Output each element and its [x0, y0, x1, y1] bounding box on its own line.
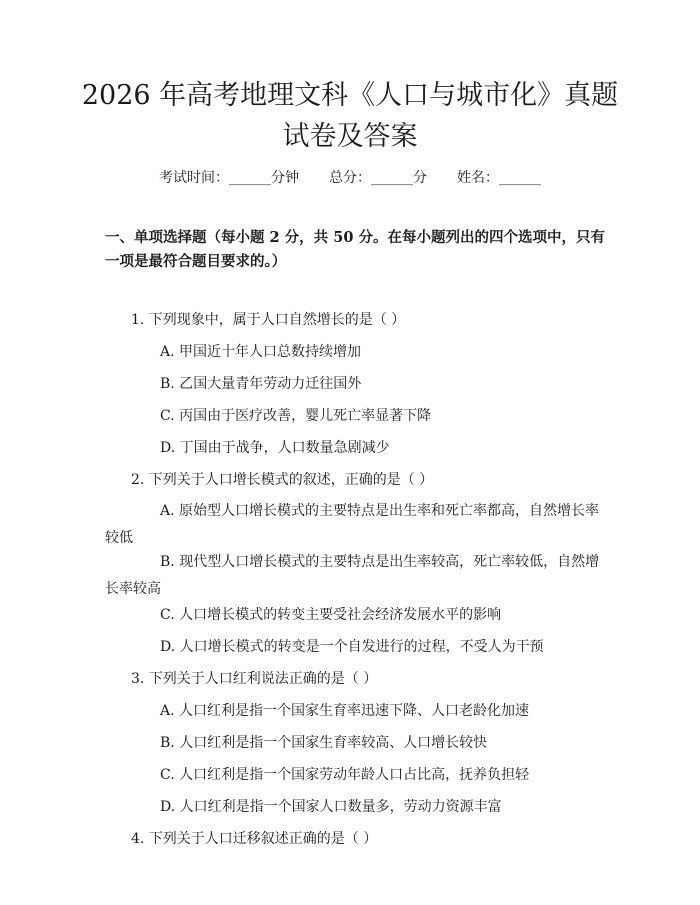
question-option: D. 人口红利是指一个国家人口数量多，劳动力资源丰富	[160, 799, 502, 815]
question-stem: 4. 下列关于人口迁移叙述正确的是（ ）	[131, 831, 378, 847]
exam-time-field: 考试时间：______分钟	[159, 170, 299, 186]
question-option: A. 人口红利是指一个国家生育率迅速下降、人口老龄化加速	[160, 703, 530, 719]
question-option: B. 现代型人口增长模式的主要特点是出生率较高，死亡率较低，自然增长率较高	[105, 554, 600, 597]
question-stem: 2. 下列关于人口增长模式的叙述，正确的是（ ）	[131, 472, 434, 488]
question-stem: 3. 下列关于人口红利说法正确的是（ ）	[131, 671, 378, 687]
student-name-field: 姓名：______	[457, 170, 541, 186]
page-title-line2: 试卷及答案	[282, 121, 418, 152]
question-option: D. 人口增长模式的转变是一个自发进行的过程，不受人为干预	[160, 639, 544, 655]
question-option: B. 乙国大量青年劳动力迁往国外	[160, 376, 362, 392]
question-option: D. 丁国由于战争，人口数量急剧减少	[160, 440, 390, 456]
page-title: 2026 年高考地理文科《人口与城市化》真题	[81, 80, 619, 111]
exam-meta	[0, 166, 700, 190]
question-option: C. 人口增长模式的转变主要受社会经济发展水平的影响	[160, 607, 502, 623]
question-option: C. 人口红利是指一个国家劳动年龄人口占比高，抚养负担轻	[160, 767, 530, 783]
question-option: C. 丙国由于医疗改善，婴儿死亡率显著下降	[160, 408, 432, 424]
question-stem: 1. 下列现象中，属于人口自然增长的是（ ）	[131, 312, 406, 328]
question-option: B. 人口红利是指一个国家生育率较高、人口增长较快	[160, 735, 488, 751]
section-heading: 一、单项选择题（每小题 2 分，共 50 分。在每小题列出的四个选项中，只有一项是最符合题目要求的。）	[105, 229, 605, 270]
total-score-field: 总分：______分	[329, 170, 427, 186]
question-option: A. 原始型人口增长模式的主要特点是出生率和死亡率都高，自然增长率较低	[105, 503, 600, 546]
question-option: A. 甲国近十年人口总数持续增加	[160, 344, 362, 360]
